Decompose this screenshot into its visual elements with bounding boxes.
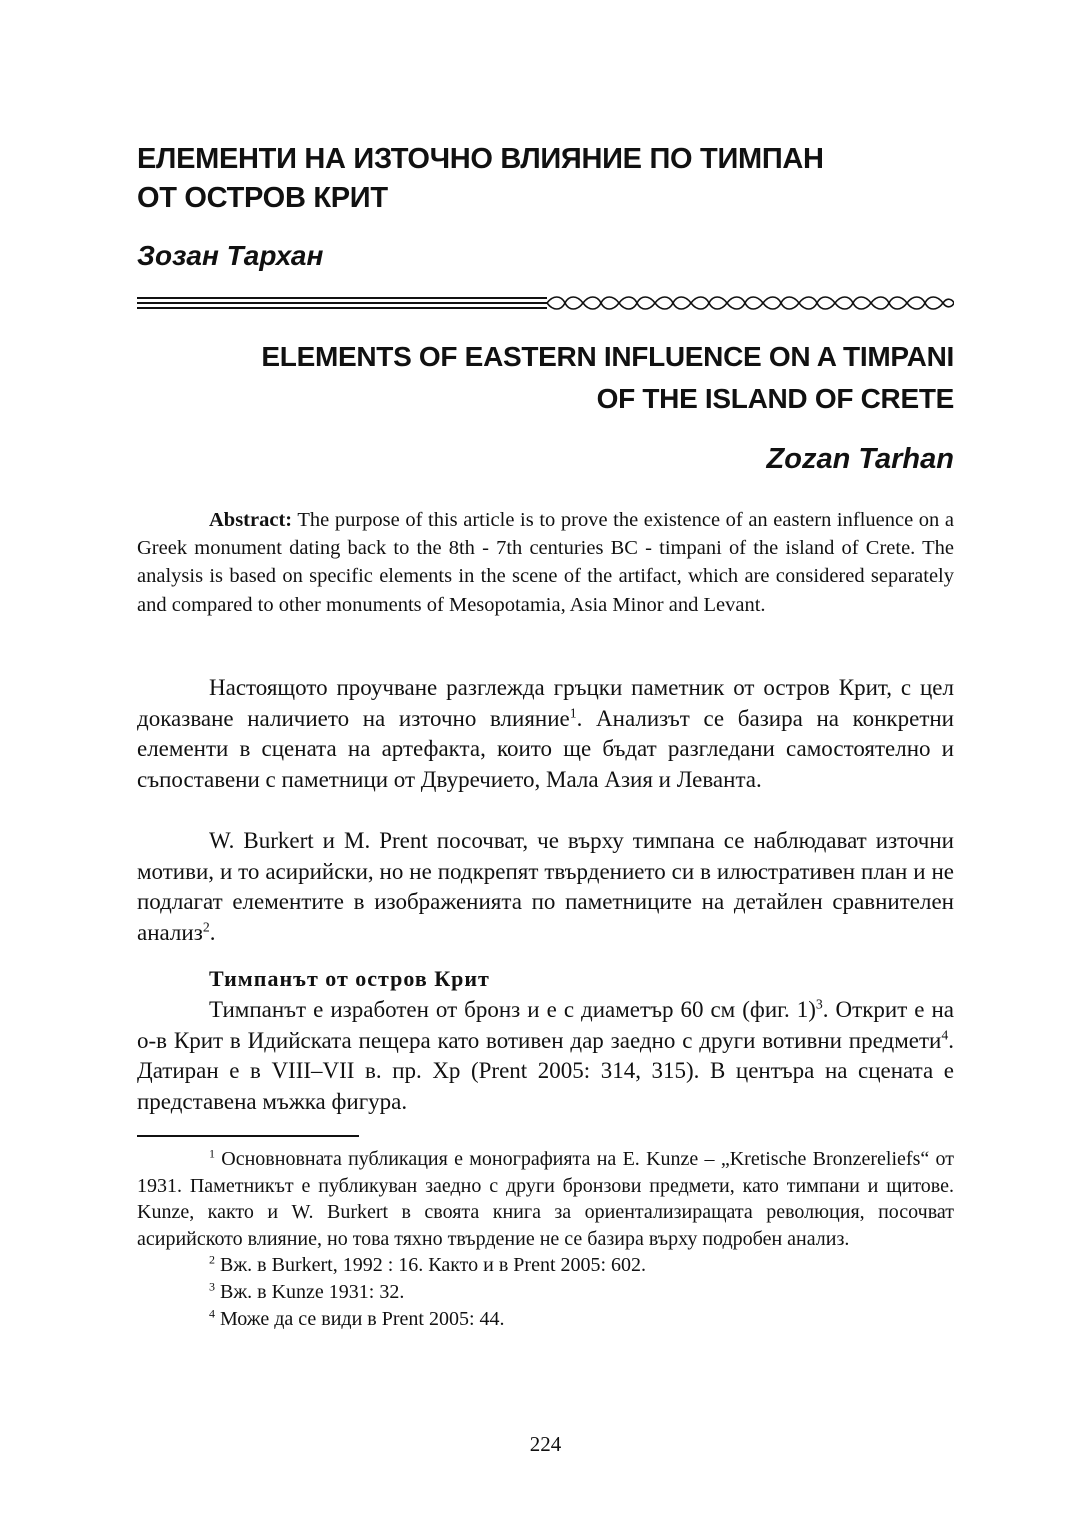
footnote-2: [137, 1252, 954, 1279]
footnote-text: Може да се види в Prent 2005: 44.: [215, 1307, 505, 1330]
document-page: [137, 0, 954, 1530]
bulgarian-author: Зозан Тархан: [137, 240, 324, 271]
paragraph-2-text-a: W. Burkert и M. Prent посочват, че върху тимпана се наблюдават източни мотиви, и то асирийски, но не подкрепят твърдението си в илюстративен план и не подлагат елементите в изображенията по паметниците на детайлен сравнителен анализ: [137, 828, 954, 945]
paragraph-3-text-a: Тимпанът е изработен от бронз и е с диаметър 60 см (фиг. 1): [209, 997, 816, 1022]
abstract-text: The purpose of this article is to prove the existence of an eastern influence on a Greek monument dating back to the 8th - 7th centuries BC - timpani of the island of Crete. The analysis is based on specific elements in the scene of the artifact, which are considered separately and compared to other monuments of Mesopotamia, Asia Minor and Levant.: [137, 509, 954, 616]
english-title-line-2: OF THE ISLAND OF CRETE: [596, 383, 954, 414]
paragraph-3-text-c: . Датиран е в VIII–VII в. пр. Хр (Prent 2005: 314, 315). В центъра на сцената е представена мъжка фигура.: [137, 1027, 954, 1114]
paragraph-2-text-b: .: [209, 919, 216, 945]
english-title: [137, 336, 954, 420]
footnote-number: 4: [209, 1305, 215, 1320]
paragraph-3-text-b: . Открит е на о-в Крит в Идийската пещера като вотивен дар заедно с други вотивни предмети: [137, 997, 954, 1053]
paragraph-3: [137, 995, 954, 1117]
footnote-number: 2: [209, 1252, 215, 1267]
footnote-4: [137, 1306, 954, 1333]
bulgarian-title-line-1: ЕЛЕМЕНТИ НА ИЗТОЧНО ВЛИЯНИЕ ПО ТИМПАН: [137, 143, 824, 175]
paragraph-1-text-b: . Анализът се базира на конкретни елементи в сцената на артефакта, които ще бъдат разгледани самостоятелно и съпоставени с паметници от Двуречието, Мала Азия и Леванта.: [137, 705, 954, 792]
footnote-text: Вж. в Burkert, 1992 : 16. Както и в Prent 2005: 602.: [215, 1254, 647, 1277]
section-heading: Тимпанът от остров Крит: [209, 966, 490, 991]
abstract: [137, 506, 954, 619]
footnotes: [137, 1146, 954, 1332]
footnote-number: 3: [209, 1279, 215, 1294]
bulgarian-title: [137, 140, 954, 218]
decorative-divider: [137, 292, 954, 312]
footnote-text: Вж. в Kunze 1931: 32.: [215, 1280, 405, 1303]
footnote-ref-4[interactable]: 4: [941, 1026, 949, 1042]
english-author: Zozan Tarhan: [766, 443, 954, 475]
footnote-ref-2[interactable]: 2: [202, 918, 210, 934]
footnote-1: [137, 1146, 954, 1252]
footnote-ref-1[interactable]: 1: [569, 704, 577, 720]
footnote-separator: [137, 1135, 359, 1137]
paragraph-1: [137, 673, 954, 795]
bulgarian-title-line-2: ОТ ОСТРОВ КРИТ: [137, 182, 388, 214]
footnote-ref-3[interactable]: 3: [815, 996, 823, 1012]
paragraph-2: [137, 826, 954, 948]
abstract-label: Abstract:: [209, 509, 293, 531]
footnote-3: [137, 1279, 954, 1306]
paragraph-1-text-a: Настоящото проучване разглежда гръцки паметник от остров Крит, с цел доказване наличието на източно влияние: [137, 675, 954, 731]
footnote-text: Основновната публикация е монографията на E. Kunze – „Kretische Bronzereliefs“ от 1931. Паметникът е публикуван заедно с други бронзови предмети, като тимпани и щитове. Kunze, както и W. Burkert в своята книга за ориентализиращата революция, посочват асирийското влияние, но това тяхно твърдение не се базира върху подробен анализ.: [137, 1148, 954, 1250]
page-number: 224: [529, 1432, 562, 1456]
footnote-number: 1: [209, 1146, 215, 1161]
english-title-line-1: ELEMENTS OF EASTERN INFLUENCE ON A TIMPANI: [261, 341, 954, 372]
